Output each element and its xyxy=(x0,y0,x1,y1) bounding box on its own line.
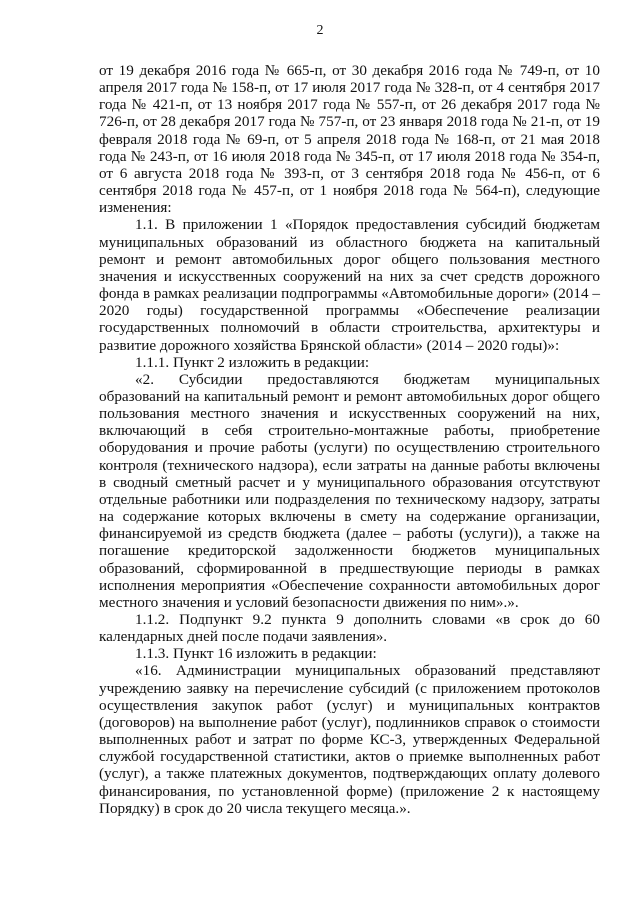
paragraph-intro: от 19 декабря 2016 года № 665-п, от 30 декабря 2016 года № 749-п, от 10 апреля 2017 года № 158-п, от 17 июля 2017 года № 328-п, от 4 сентября 2017 года № 421-п, от 13 ноября 2017 года № 557-п, от 26 декабря 2017 года № 726-п, от 28 декабря 2017 года № 757-п, от 23 января 2018 года № 21-п, от 19 февраля 2018 года № 69-п, от 5 апреля 2018 года № 168-п, от 21 мая 2018 года № 243-п, от 16 июля 2018 года № 345-п, от 17 июля 2018 года № 354-п, от 6 августа 2018 года № 393-п, от 3 сентября 2018 года № 456-п, от 6 сентября 2018 года № 457-п, от 1 ноября 2018 года № 564-п), следующие изменения: xyxy=(99,62,600,217)
page-number: 2 xyxy=(316,23,324,38)
paragraph-item-1-1-1: 1.1.1. Пункт 2 изложить в редакции: xyxy=(135,353,370,371)
paragraph-quote-16: «16. Администрации муниципальных образований представляют учреждению заявку на перечисление субсидий (с приложением протоколов осуществления закупок работ (услуг) и муниципальных контрактов (договоров) на выполнение работ (услуг), подлинников справок о стоимости выполненных работ и затрат по форме КС-3, утвержденных Федеральной службой государственной статистики, актов о приемке выполненных работ (услуг), а также платежных документов, подтверждающих оплату долевого финансирования, по установленной форме) (приложение 2 к настоящему Порядку) в срок до 20 числа текущего месяца.». xyxy=(99,662,600,817)
paragraph-item-1-1-3: 1.1.3. Пункт 16 изложить в редакции: xyxy=(135,645,377,663)
paragraph-quote-2: «2. Субсидии предоставляются бюджетам муниципальных образований на капитальный ремонт и ремонт автомобильных дорог общего пользования местного значения и искусственных сооружений на них, включающий в себя строительно-монтажные работы, приобретение оборудования и прочие работы (услуги) по осуществлению строительного контроля (технического надзора), если затраты на данные работы включены в сводный сметный расчет и у муниципального образования отсутствуют отдельные работники или подразделения по техническому надзору, затраты на содержание которых включены в смету на содержание организации, финансируемой из средств бюджета (далее – работы (услуги)), а также на погашение кредиторской задолженности бюджетов муниципальных образований, сформированной в предшествующие периоды в рамках исполнения мероприятия «Обеспечение сохранности автомобильных дорог местного значения и условий безопасности движения по ним».». xyxy=(99,370,600,611)
paragraph-item-1-1-2: 1.1.2. Подпункт 9.2 пункта 9 дополнить словами «в срок до 60 календарных дней после подачи заявления». xyxy=(99,611,600,646)
document-body xyxy=(99,62,600,817)
paragraph-item-1-1: 1.1. В приложении 1 «Порядок предоставления субсидий бюджетам муниципальных образований из областного бюджета на капитальный ремонт и ремонт автомобильных дорог общего пользования местного значения и искусственных сооружений на них за счет средств дорожного фонда в рамках реализации подпрограммы «Автомобильные дороги» (2014 – 2020 годы) государственной программы «Обеспечение реализации государственных полномочий в области строительства, архитектуры и развитие дорожного хозяйства Брянской области» (2014 – 2020 годы)»: xyxy=(99,216,600,354)
